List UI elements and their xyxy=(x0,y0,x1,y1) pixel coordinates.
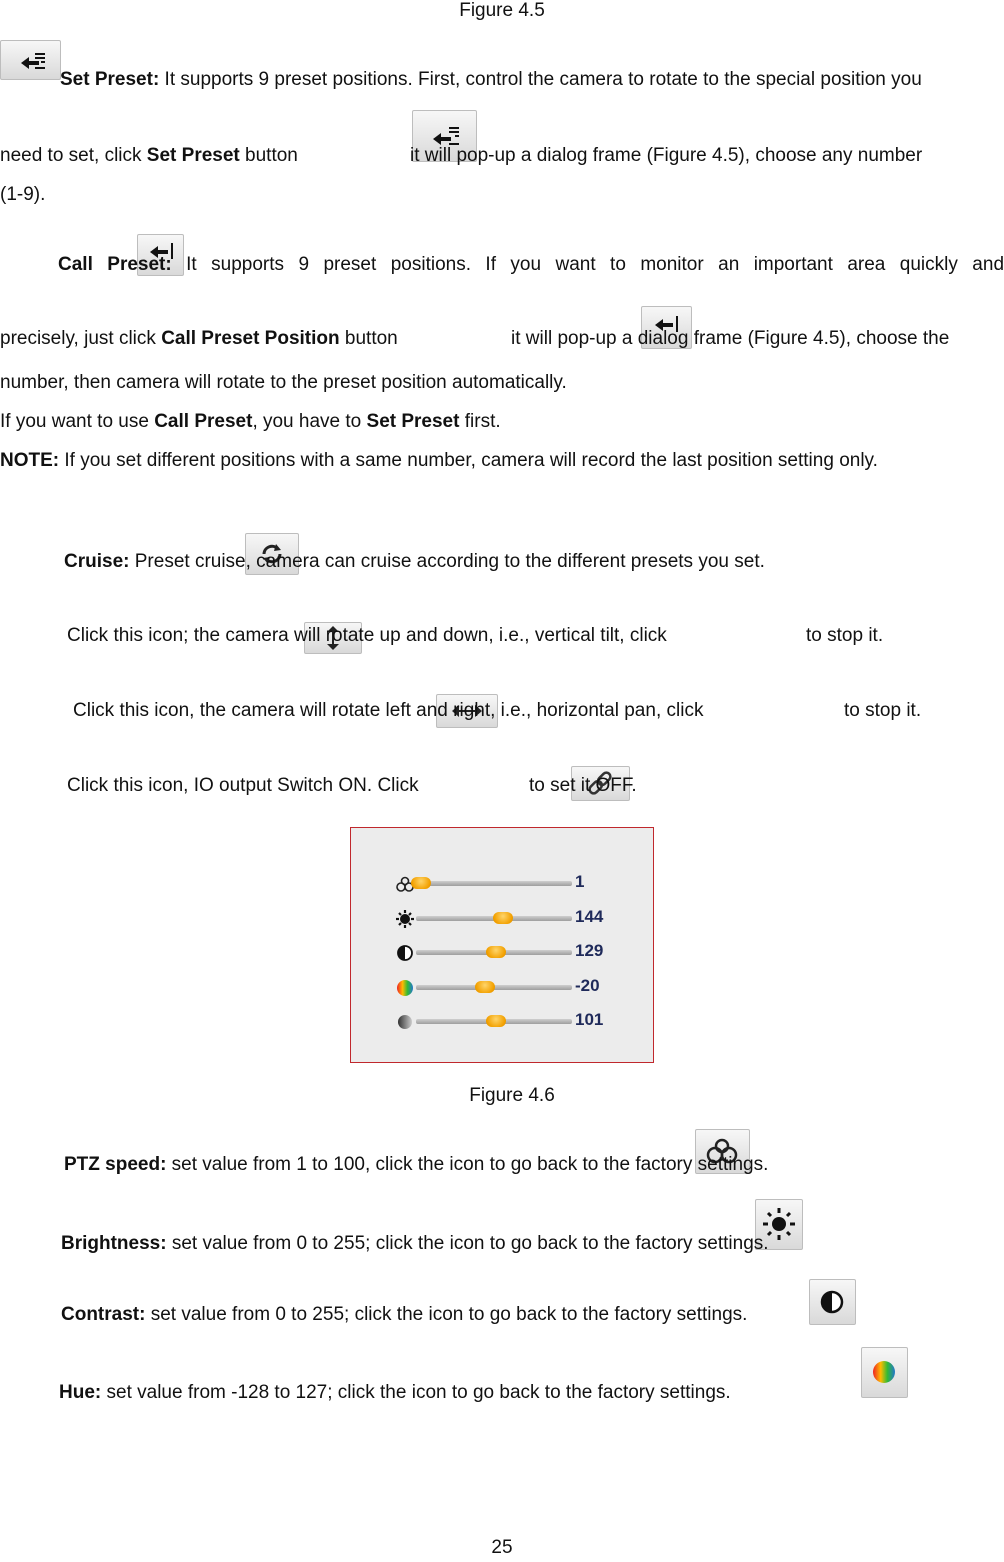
brightness-text: set value from 0 to 255; click the icon to go back to the factory settings. xyxy=(166,1233,769,1254)
horizontal-text-b: to stop it. xyxy=(844,700,922,721)
call-preset-line-2c: it will pop-up a dialog frame (Figure 4.5), choose the xyxy=(511,328,950,349)
contrast-line xyxy=(61,1303,1004,1327)
brightness-icon[interactable] xyxy=(395,909,413,927)
ptz-speed-title: PTZ speed: xyxy=(64,1154,167,1175)
use-call-preset-d: Set Preset xyxy=(366,411,460,432)
slider-track[interactable] xyxy=(416,950,572,955)
saturation-icon[interactable] xyxy=(395,1012,413,1030)
hue-icon[interactable] xyxy=(395,978,413,996)
call-preset-text-2b: button xyxy=(339,328,398,349)
cruise-line xyxy=(64,550,1004,574)
slider-row-hue xyxy=(391,976,631,998)
slider-value: -20 xyxy=(575,975,600,995)
note-line xyxy=(0,449,1004,473)
set-preset-title: Set Preset: xyxy=(60,69,160,90)
set-preset-button-label: Set Preset xyxy=(146,145,240,166)
slider-thumb[interactable] xyxy=(493,912,513,924)
slider-row-contrast xyxy=(391,941,631,963)
call-preset-button-label: Call Preset Position xyxy=(161,328,340,349)
use-call-preset-line xyxy=(0,410,1004,434)
note-text: If you set different positions with a same number, camera will record the last position setting only. xyxy=(59,450,878,471)
vertical-text-b: to stop it. xyxy=(806,625,884,646)
slider-track[interactable] xyxy=(416,916,572,921)
hue-title: Hue: xyxy=(59,1382,102,1403)
slider-track[interactable] xyxy=(416,1019,572,1024)
contrast-title: Contrast: xyxy=(61,1304,146,1325)
cruise-text: Preset cruise, camera can cruise according to the different presets you set. xyxy=(129,551,765,572)
ptz-speed-line xyxy=(64,1153,1004,1177)
set-preset-text-2a: need to set, click xyxy=(0,145,147,166)
call-preset-title: Call Preset: xyxy=(58,254,172,275)
vertical-text-a: Click this icon; the camera will rotate up and down, i.e., vertical tilt, click xyxy=(67,625,667,646)
call-preset-text-1: It supports 9 preset positions. If you want to monitor an important area quickly and xyxy=(171,254,1004,275)
slider-thumb[interactable] xyxy=(486,1015,506,1027)
set-preset-line-2c: it will pop-up a dialog frame (Figure 4.5), choose any number xyxy=(410,145,923,166)
slider-value: 101 xyxy=(575,1010,604,1029)
slider-row-brightness xyxy=(391,907,631,929)
slider-value: 144 xyxy=(575,906,604,926)
brightness-title: Brightness: xyxy=(61,1233,167,1254)
use-call-preset-a: If you want to use xyxy=(0,411,155,432)
brightness-line xyxy=(61,1232,1004,1256)
set-preset-line-1 xyxy=(60,68,1004,92)
hue-line xyxy=(59,1381,1004,1405)
contrast-text: set value from 0 to 255; click the icon to go back to the factory settings. xyxy=(145,1304,748,1325)
io-text-b: to set it OFF. xyxy=(529,775,637,796)
slider-value: 1 xyxy=(575,872,585,891)
contrast-icon[interactable] xyxy=(395,943,413,961)
io-text-a: Click this icon, IO output Switch ON. Click xyxy=(67,775,419,796)
ptz-speed-text: set value from 1 to 100, click the icon to go back to the factory settings. xyxy=(166,1154,769,1175)
slider-track[interactable] xyxy=(416,881,572,886)
slider-row-ptz-speed xyxy=(391,872,631,894)
use-call-preset-e: first. xyxy=(459,411,501,432)
slider-thumb[interactable] xyxy=(475,981,495,993)
figure-4-5-caption: Figure 4.5 xyxy=(459,0,545,21)
horizontal-text-a: Click this icon, the camera will rotate left and right, i.e., horizontal pan, click xyxy=(73,700,704,721)
set-preset-icon-button[interactable] xyxy=(0,40,61,80)
slider-thumb[interactable] xyxy=(486,946,506,958)
slider-track[interactable] xyxy=(416,985,572,990)
slider-value: 129 xyxy=(575,941,604,960)
page-number: 25 xyxy=(491,1537,513,1558)
use-call-preset-c: , you have to xyxy=(252,411,367,432)
set-preset-text-2b: button xyxy=(239,145,298,166)
note-label: NOTE: xyxy=(0,450,60,471)
cruise-title: Cruise: xyxy=(64,551,130,572)
set-preset-line-3: (1-9). xyxy=(0,184,46,205)
slider-thumb[interactable] xyxy=(411,877,431,889)
figure-4-6-caption: Figure 4.6 xyxy=(469,1085,555,1106)
use-call-preset-b: Call Preset xyxy=(154,411,253,432)
call-preset-text-2a: precisely, just click xyxy=(0,328,162,349)
set-preset-icon xyxy=(1,41,60,79)
hue-text: set value from -128 to 127; click the icon to go back to the factory settings. xyxy=(101,1382,731,1403)
call-preset-line-1 xyxy=(58,253,1004,277)
figure-4-6-image xyxy=(350,827,654,1063)
call-preset-line-3: number, then camera will rotate to the preset position automatically. xyxy=(0,372,567,393)
slider-row-saturation xyxy=(391,1010,631,1032)
set-preset-text-1: It supports 9 preset positions. First, control the camera to rotate to the special position you xyxy=(159,69,922,90)
